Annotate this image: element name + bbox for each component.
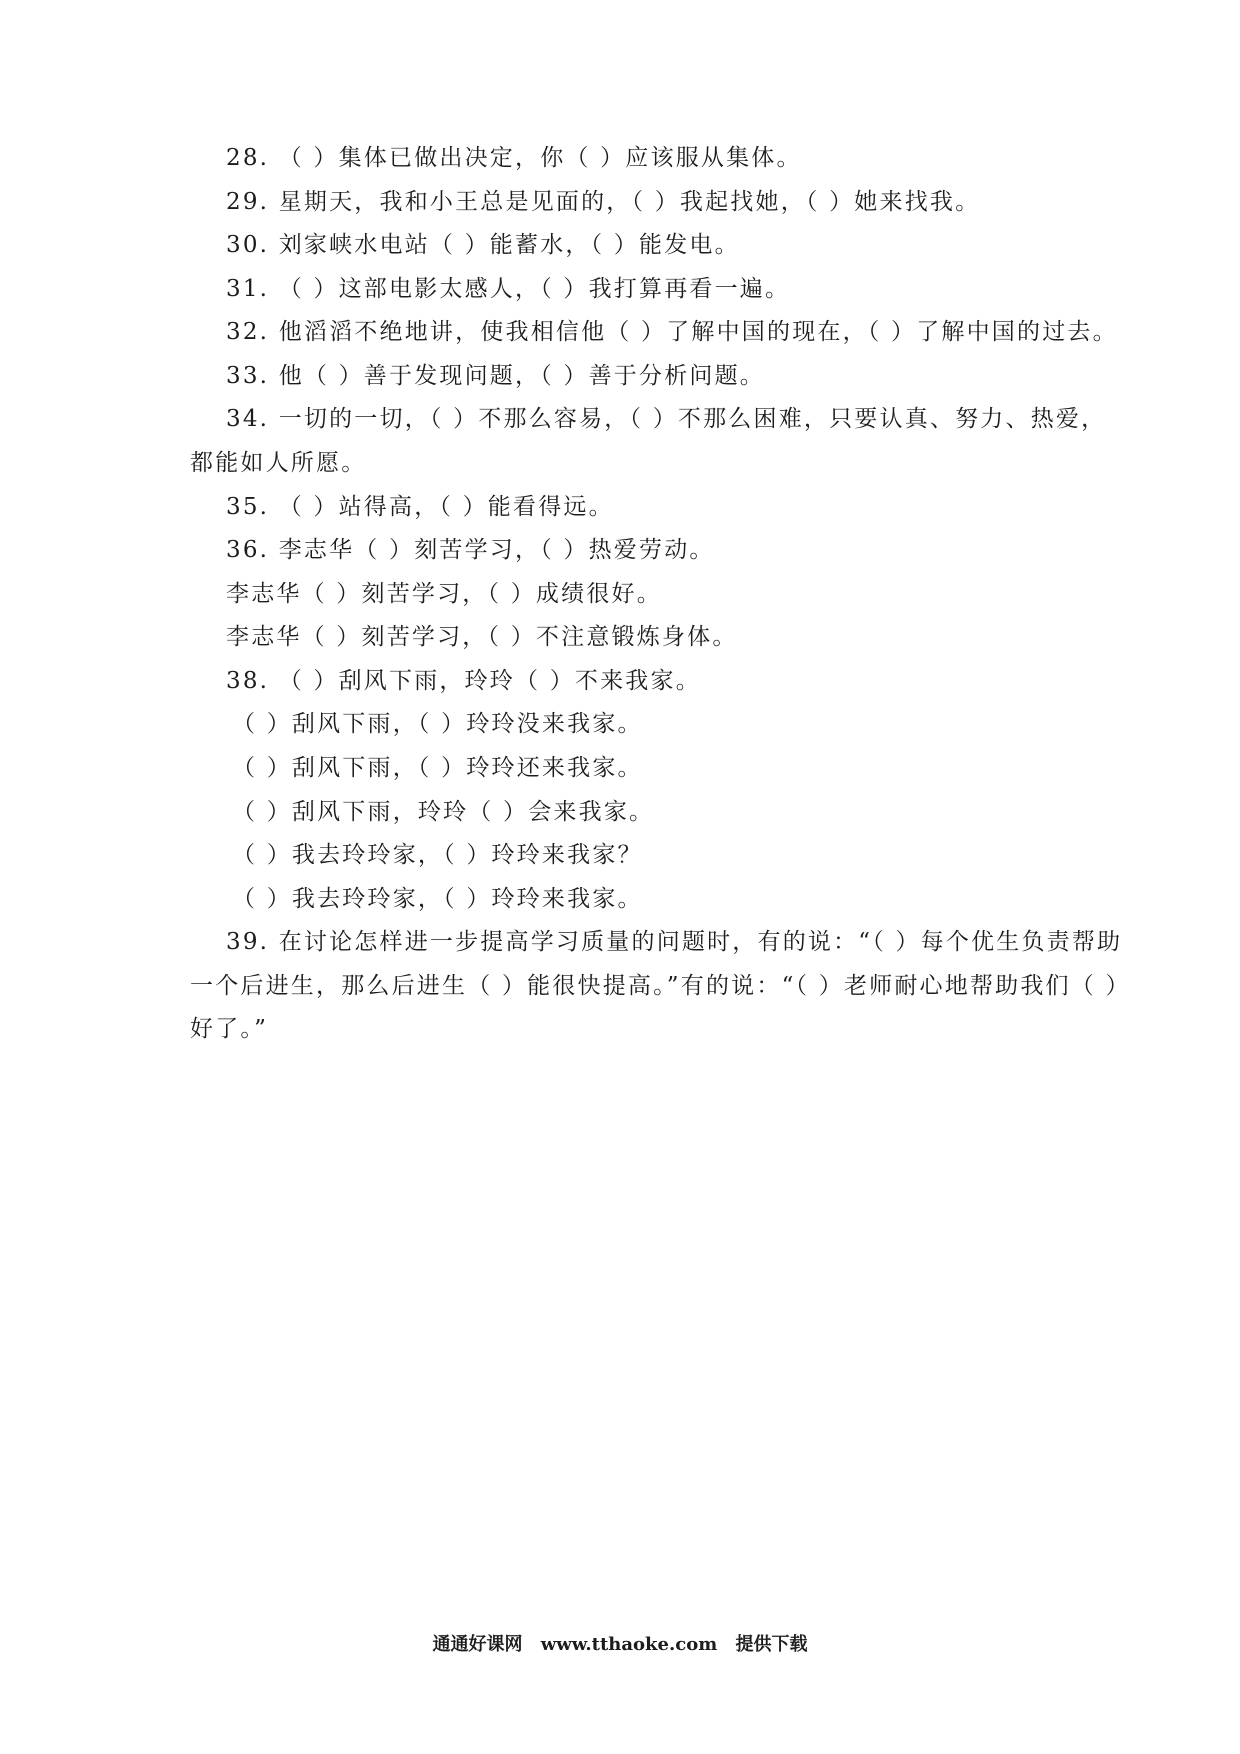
- question-38-e: （ ）我去玲玲家，（ ）玲玲来我家？: [232, 842, 643, 868]
- footer-site-name: 通通好课网: [432, 1634, 523, 1655]
- question-29: 29. 星期天，我和小王总是见面的，（ ）我起找她，（ ）她来找我。: [226, 189, 981, 215]
- footer-suffix: 提供下载: [735, 1634, 808, 1655]
- question-28: 28. （ ）集体已做出决定，你（ ）应该服从集体。: [226, 145, 802, 171]
- question-36-b: 李志华（ ）刻苦学习，（ ）成绩很好。: [226, 581, 662, 607]
- page-footer: [0, 1633, 1240, 1657]
- question-38-b: （ ）刮风下雨，（ ）玲玲没来我家。: [232, 711, 643, 737]
- question-36: 36. 李志华（ ）刻苦学习，（ ）热爱劳动。: [226, 537, 715, 563]
- question-33: 33. 他（ ）善于发现问题，（ ）善于分析问题。: [226, 363, 766, 389]
- question-38-c: （ ）刮风下雨，（ ）玲玲还来我家。: [232, 755, 643, 781]
- question-38: 38. （ ）刮风下雨，玲玲（ ）不来我家。: [226, 668, 701, 694]
- question-34: 34. 一切的一切，（ ）不那么容易，（ ）不那么困难，只要认真、努力、热爱，: [226, 406, 1107, 432]
- footer-url[interactable]: www.tthaoke.com: [540, 1634, 718, 1655]
- question-31: 31. （ ）这部电影太感人，（ ）我打算再看一遍。: [226, 276, 791, 302]
- question-38-f: （ ）我去玲玲家，（ ）玲玲来我家。: [232, 886, 643, 912]
- question-35: 35. （ ）站得高，（ ）能看得远。: [226, 494, 614, 520]
- question-32: 32. 他滔滔不绝地讲，使我相信他（ ）了解中国的现在，（ ）了解中国的过去。: [226, 319, 1118, 345]
- question-39-continuation-1: 一个后进生，那么后进生（ ）能很快提高。”有的说：“（ ）老师耐心地帮助我们（ ）: [190, 973, 1131, 999]
- question-36-c: 李志华（ ）刻苦学习，（ ）不注意锻炼身体。: [226, 624, 738, 650]
- question-30: 30. 刘家峡水电站（ ）能蓄水，（ ）能发电。: [226, 232, 740, 258]
- question-39-continuation-2: 好了。”: [190, 1016, 269, 1042]
- question-34-continuation: 都能如人所愿。: [190, 450, 367, 476]
- question-38-d: （ ）刮风下雨，玲玲（ ）会来我家。: [232, 799, 655, 825]
- question-39: 39. 在讨论怎样进一步提高学习质量的问题时，有的说：“（ ）每个优生负责帮助: [226, 929, 1123, 955]
